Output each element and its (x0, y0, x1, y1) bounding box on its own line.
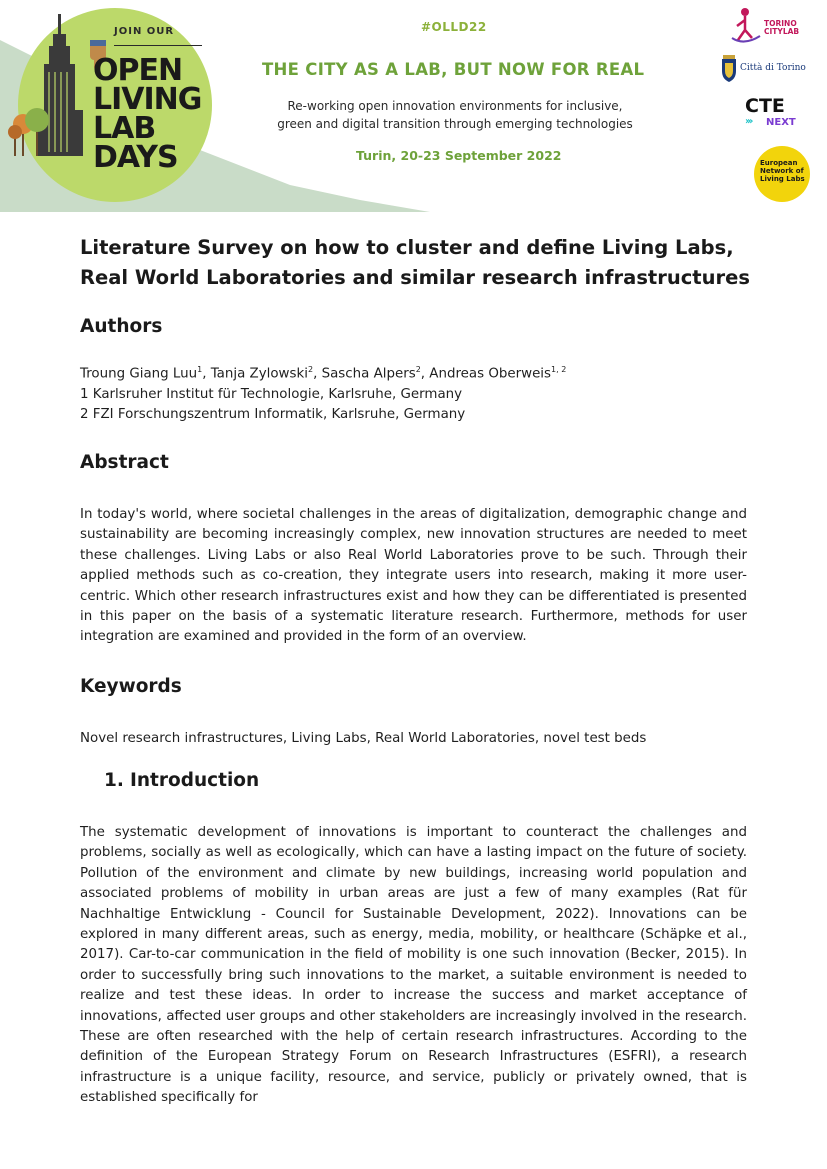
section-title: Introduction (130, 770, 260, 791)
citta-di-torino-text: Città di Torino (740, 63, 806, 73)
event-name-line: DAYS (93, 140, 178, 175)
keywords-text: Novel research infrastructures, Living Labs, Real World Laboratories, novel test beds (80, 731, 647, 746)
author-name: Sascha Alpers (321, 366, 416, 382)
next-text: NEXT (766, 117, 796, 128)
event-banner (0, 0, 827, 212)
logo-text-line: Living Labs (760, 175, 805, 183)
cte-text: CTE (745, 95, 785, 117)
author-affiliation-mark: 1, 2 (551, 365, 567, 374)
logo-text-line: TORINO (764, 19, 797, 28)
arrows-icon: ››› (745, 116, 752, 127)
event-name-line: OPEN (93, 53, 183, 88)
join-underline (114, 45, 202, 46)
paper-title (80, 233, 750, 293)
author-list: Troung Giang Luu$^1$, Tanja Zylowski$^2$, Sascha Alpers$^2$, Andreas Oberweis$^{1, 2}$ (80, 365, 567, 382)
event-subtitle-line: Re-working open innovation environments for inclusive, (287, 99, 623, 113)
authors-block (80, 360, 747, 426)
event-subtitle (255, 97, 655, 133)
event-date: Turin, 20-23 September 2022 (356, 148, 562, 163)
torino-citylab-logo (728, 6, 808, 46)
citylab-figure-icon (728, 6, 764, 46)
author-name: Troung Giang Luu (80, 366, 198, 382)
event-title: THE CITY AS A LAB, BUT NOW FOR REAL (262, 60, 645, 79)
affiliation: 2 FZI Forschungszentrum Informatik, Karlsruhe, Germany (80, 407, 466, 423)
paper-title-line: Literature Survey on how to cluster and define Living Labs, (80, 236, 734, 259)
author-name: Tanja Zylowski (210, 366, 308, 382)
citta-di-torino-logo (720, 55, 816, 85)
enoll-logo (754, 146, 810, 202)
join-label: JOIN OUR (114, 26, 175, 37)
event-subtitle-line: green and digital transition through emerging technologies (277, 117, 633, 131)
author-name: Andreas Oberweis (429, 366, 552, 382)
abstract-text: In today's world, where societal challenges in the areas of digitalization, demographic change and sustainability are becoming increasingly complex, new innovation structures are needed to meet these challenges. Living Labs or also Real World Laboratories prove to be such. Through their applied methods such as co-creation, they integrate users into research, making it more user-centric. Which other research infrastructures exist and how they can be differentiated is presented in this paper on the basis of a systematic literature research. Furthermore, methods for user integration are examined and provided in the form of an overview. (80, 507, 747, 645)
introduction-heading (104, 770, 259, 791)
event-name (93, 53, 223, 175)
introduction-text: The systematic development of innovations is important to counteract the challenges and problems, socially as well as ecologically, which can have a lasting impact on the future of society. Pollution of the environment and climate by new buildings, increasing world population and associated problems of mobility in urban areas are just a few of many examples (Rat für Nachhaltige Entwicklung - Council for Sustainable Development, 2022). Innovations can be explored in many different areas, such as energy, media, mobility, or healthcare (Schäpke et al., 2017). Car-to-car communication in the field of mobility is one such innovation (Becker, 2015). In order to successfully bring such innovations to the market, a suitable environment is needed to realize and test these ideas. In order to increase the success and market acceptance of innovations, affected user groups and other stakeholders are increasingly involved in the research. These are often researched with the help of certain research infrastructures. According to the definition of the European Strategy Forum on Research Infrastructures (ESFRI), a research infrastructure is a unique facility, resource, and service, publicly or privately owned, that is established specifically for (80, 825, 747, 1106)
section-number: 1. (104, 770, 124, 791)
keywords-heading: Keywords (80, 676, 182, 697)
abstract-heading: Abstract (80, 452, 169, 473)
logo-text-line: European (760, 159, 798, 167)
authors-heading: Authors (80, 316, 163, 337)
cte-next-logo (745, 95, 815, 131)
author-affiliation-mark: 2 (415, 365, 421, 374)
event-name-line: LAB (93, 111, 156, 146)
logo-text-line: CITYLAB (764, 27, 800, 36)
event-hashtag: #OLLD22 (421, 20, 487, 34)
coat-of-arms-icon (720, 55, 738, 83)
author-affiliation-mark: 1 (197, 365, 203, 374)
affiliation: 1 Karlsruher Institut für Technologie, Karlsruhe, Germany (80, 386, 463, 402)
author-affiliation-mark: 2 (307, 365, 314, 374)
paper-title-line: Real World Laboratories and similar research infrastructures (80, 266, 750, 289)
logo-text-line: Network of (760, 167, 804, 175)
event-name-line: LIVING (93, 82, 202, 117)
